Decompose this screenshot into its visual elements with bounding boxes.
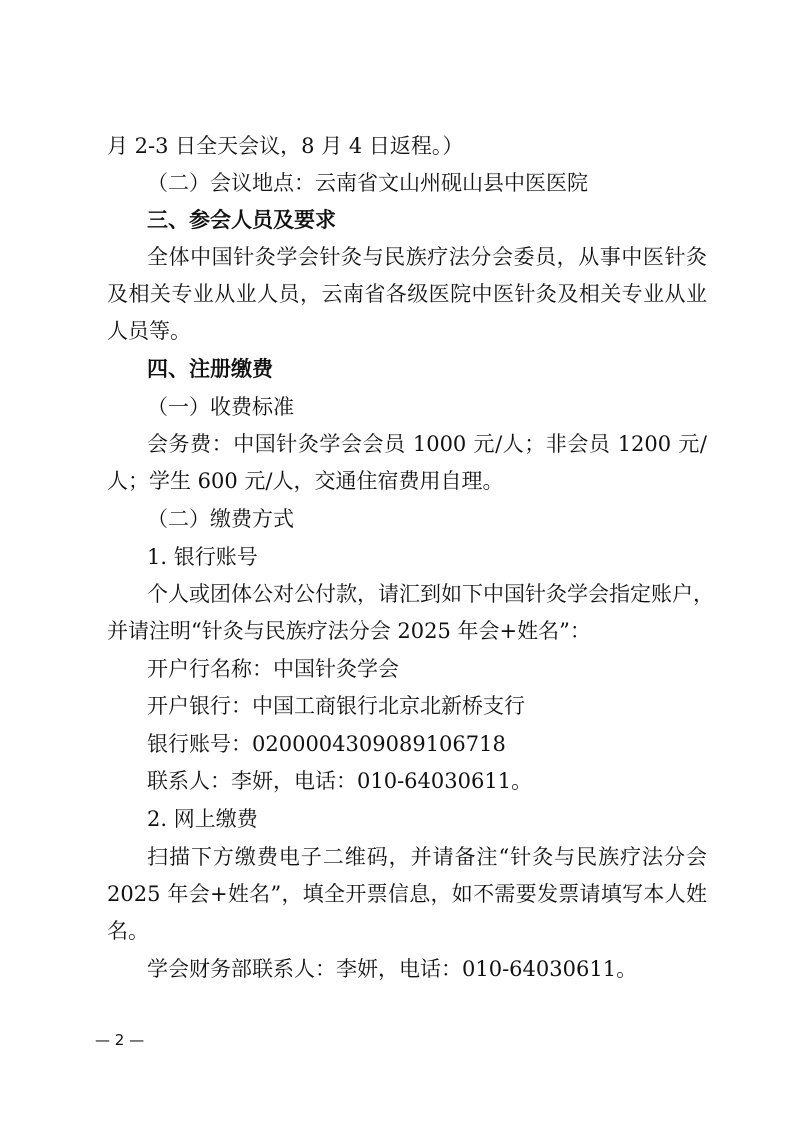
text-line-account-name: 开户行名称：中国针灸学会 bbox=[147, 657, 399, 681]
text-line-bank-transfer-1: 个人或团体公对公付款，请汇到如下中国针灸学会指定账户， bbox=[147, 582, 714, 606]
subheading-online-payment: 2. 网上缴费 bbox=[147, 807, 258, 831]
text-line-finance-contact: 学会财务部联系人：李妍，电话：010-64030611。 bbox=[147, 957, 638, 981]
text-line-account-number: 银行账号：0200004309089106718 bbox=[147, 732, 506, 756]
text-line-online-3: 名。 bbox=[107, 919, 149, 943]
text-line-online-2: 2025 年会+姓名”，填全开票信息，如不需要发票请填写本人姓 bbox=[107, 882, 707, 906]
text-line-bank-transfer-2: 并请注明“针灸与民族疗法分会 2025 年会+姓名”： bbox=[107, 619, 591, 643]
text-line-meeting-location: （二）会议地点：云南省文山州砚山县中医医院 bbox=[147, 171, 588, 195]
text-line-bank-contact: 联系人：李妍，电话：010-64030611。 bbox=[147, 769, 533, 793]
text-line-participants-2: 及相关专业从业人员，云南省各级医院中医针灸及相关专业从业 bbox=[107, 282, 707, 306]
text-line-fees-1: 会务费：中国针灸学会会员 1000 元/人；非会员 1200 元/ bbox=[147, 432, 707, 456]
subheading-payment-method: （二）缴费方式 bbox=[147, 507, 294, 531]
subheading-fee-standard: （一）收费标准 bbox=[147, 395, 294, 419]
text-line-date-continuation: 月 2-3 日全天会议，8 月 4 日返程。） bbox=[107, 134, 464, 158]
text-line-participants-1: 全体中国针灸学会针灸与民族疗法分会委员，从事中医针灸 bbox=[147, 245, 707, 269]
text-line-participants-3: 人员等。 bbox=[107, 319, 191, 343]
text-line-fees-2: 人；学生 600 元/人，交通住宿费用自理。 bbox=[107, 469, 504, 493]
section-heading-registration: 四、注册缴费 bbox=[147, 357, 273, 381]
section-heading-participants: 三、参会人员及要求 bbox=[147, 208, 336, 232]
page-number: — 2 — bbox=[95, 1031, 145, 1049]
subheading-bank-account: 1. 银行账号 bbox=[147, 545, 258, 569]
text-line-online-1: 扫描下方缴费电子二维码，并请备注“针灸与民族疗法分会 bbox=[147, 845, 707, 869]
text-line-bank-name: 开户银行：中国工商银行北京北新桥支行 bbox=[147, 694, 525, 718]
